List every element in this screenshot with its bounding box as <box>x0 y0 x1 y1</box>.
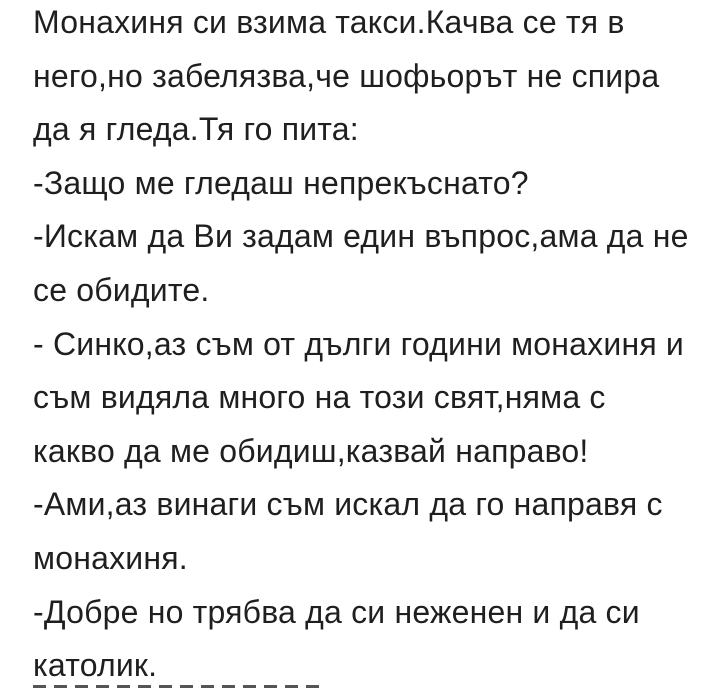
text-line: се обидите. <box>33 271 210 308</box>
text-line: да я гледа.Тя го пита: <box>33 111 359 148</box>
text-line: него,но забелязва,че шофьорът не спира <box>33 57 660 94</box>
text-line: -Защо ме гледаш непрекъснато? <box>33 164 529 201</box>
text-line: съм видяла много на този свят,няма с <box>33 379 606 416</box>
text-line: -Добре но трябва да си неженен и да си <box>33 593 640 630</box>
text-line: -Ами,аз винаги съм искал да го направя с <box>33 486 663 523</box>
text-line: -Искам да Ви задам един въпрос,ама да не <box>33 218 689 255</box>
text-line: какво да ме обидиш,казвай направо! <box>33 432 589 469</box>
text-line: Монахиня си взима такси.Качва се тя в <box>33 4 625 40</box>
text-line: католик. <box>33 647 158 684</box>
text-line: монахиня. <box>33 539 188 576</box>
text-line: - Синко,аз съм от дълги години монахиня и <box>33 325 685 362</box>
